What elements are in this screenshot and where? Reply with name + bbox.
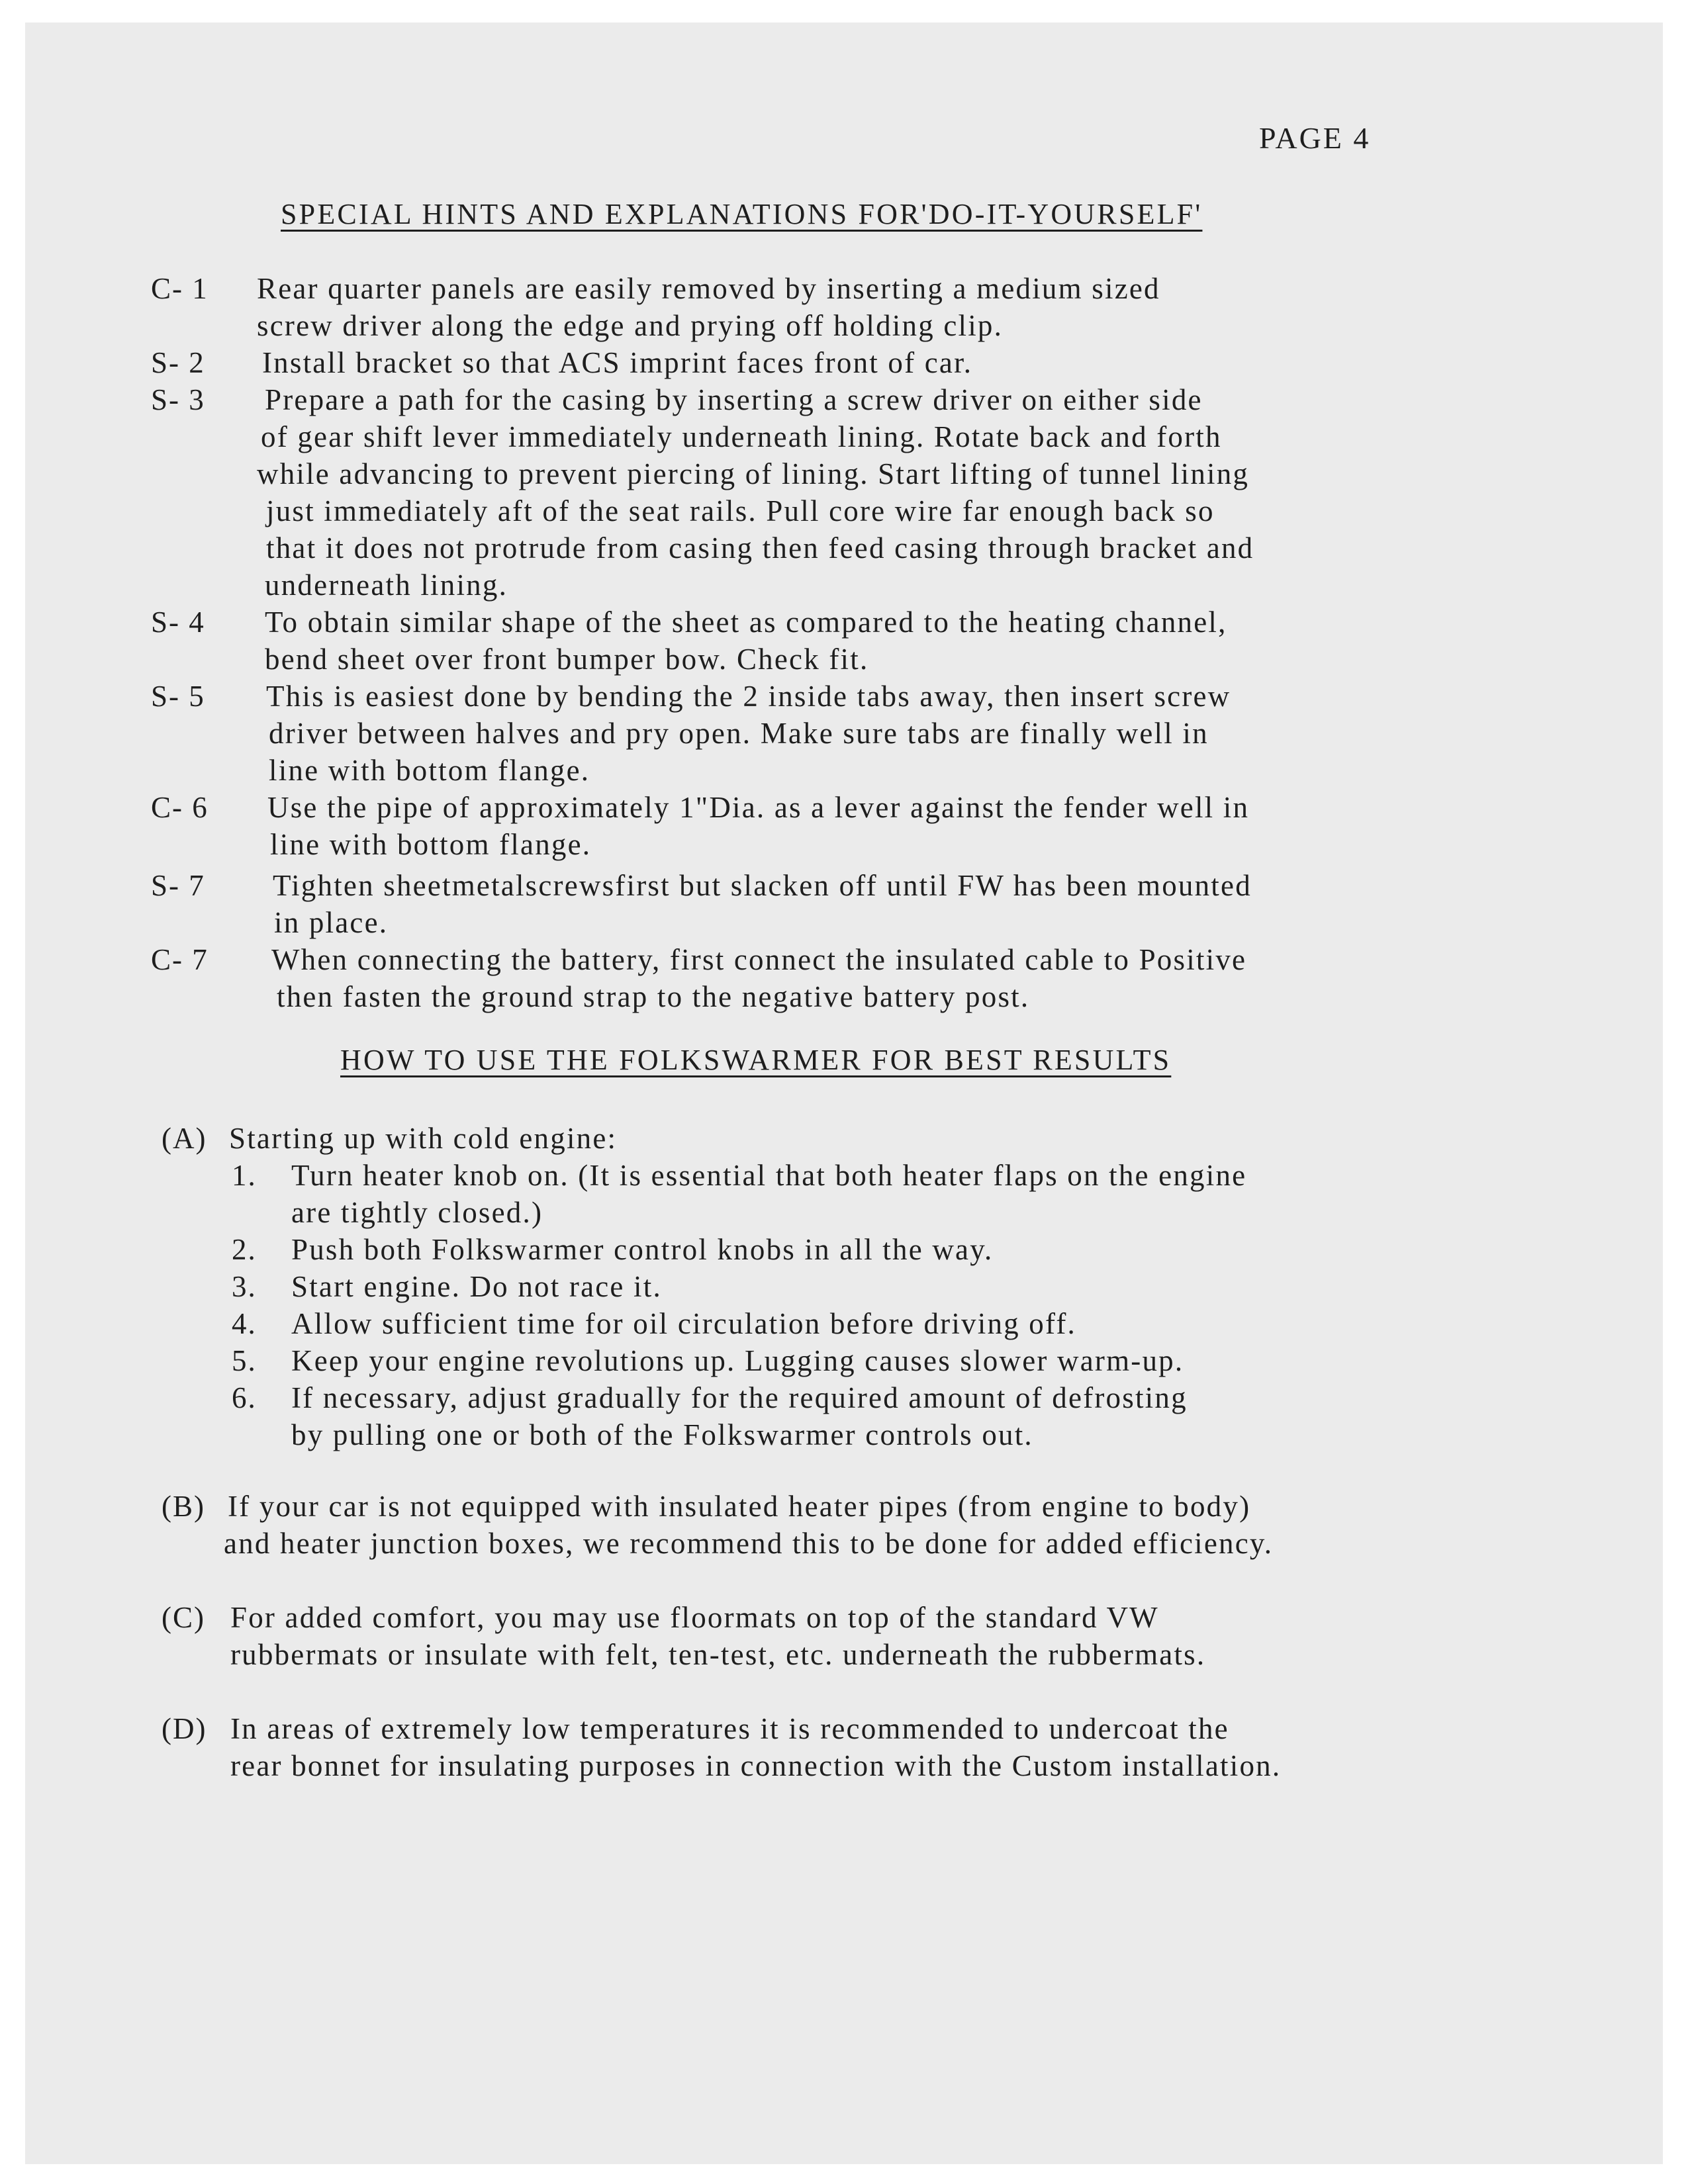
note-text-line: In areas of extremely low temperatures it is recommended to undercoat the — [230, 1712, 1229, 1745]
hint-code: S- 7 — [151, 869, 205, 902]
note-label: (B) — [162, 1490, 205, 1523]
step-number: 4. — [232, 1307, 257, 1340]
hint-text-line: When connecting the battery, first connect the insulated cable to Positive — [271, 943, 1247, 976]
note-text-line: For added comfort, you may use floormats on top of the standard VW — [230, 1601, 1159, 1634]
step-text-line: Push both Folkswarmer control knobs in all the way. — [291, 1233, 994, 1266]
step-text-line: are tightly closed.) — [291, 1196, 543, 1229]
scanned-page — [25, 23, 1663, 2164]
step-number: 5. — [232, 1344, 257, 1377]
hint-code: C- 1 — [151, 272, 209, 305]
hint-text-line: underneath lining. — [265, 569, 508, 602]
step-text-line: Turn heater knob on. (It is essential that both heater flaps on the engine — [291, 1159, 1247, 1192]
hint-text-line: line with bottom flange. — [269, 754, 590, 787]
step-text-line: If necessary, adjust gradually for the required amount of defrosting — [291, 1381, 1188, 1414]
step-text-line: Start engine. Do not race it. — [291, 1270, 662, 1303]
hint-text-line: To obtain similar shape of the sheet as compared to the heating channel, — [265, 606, 1227, 639]
step-text-line: Keep your engine revolutions up. Lugging causes slower warm-up. — [291, 1344, 1184, 1377]
note-label: (C) — [162, 1601, 205, 1634]
note-text-line: If your car is not equipped with insulated heater pipes (from engine to body) — [228, 1490, 1251, 1523]
page-number: PAGE 4 — [1259, 121, 1371, 155]
note-label: (D) — [162, 1712, 207, 1745]
note-text-line: rubbermats or insulate with felt, ten-test, etc. underneath the rubbermats. — [230, 1638, 1206, 1671]
hint-text-line: of gear shift lever immediately underneath lining. Rotate back and forth — [261, 420, 1222, 453]
hint-text-line: just immediately aft of the seat rails. Pull core wire far enough back so — [266, 494, 1215, 527]
step-number: 3. — [232, 1270, 257, 1303]
step-number: 1. — [232, 1159, 257, 1192]
section-intro: Starting up with cold engine: — [229, 1122, 618, 1155]
hint-text-line: Tighten sheetmetalscrewsfirst but slacken off until FW has been mounted — [273, 869, 1252, 902]
usage-heading: HOW TO USE THE FOLKSWARMER FOR BEST RESULTS — [340, 1044, 1172, 1076]
hint-code: S- 2 — [151, 346, 205, 379]
hint-text-line: then fasten the ground strap to the negative battery post. — [277, 980, 1030, 1013]
hint-code: S- 5 — [151, 680, 205, 713]
hint-text-line: This is easiest done by bending the 2 inside tabs away, then insert screw — [266, 680, 1231, 713]
hint-text-line: driver between halves and pry open. Make sure tabs are finally well in — [269, 717, 1209, 750]
hint-text-line: while advancing to prevent piercing of lining. Start lifting of tunnel lining — [257, 457, 1250, 490]
hint-text-line: that it does not protrude from casing then feed casing through bracket and — [266, 531, 1254, 565]
hint-text-line: Install bracket so that ACS imprint faces front of car. — [262, 346, 973, 379]
note-text-line: rear bonnet for insulating purposes in connection with the Custom installation. — [230, 1749, 1282, 1782]
hint-text-line: screw driver along the edge and prying off holding clip. — [257, 309, 1004, 342]
step-text-line: Allow sufficient time for oil circulation before driving off. — [291, 1307, 1077, 1340]
section-label: (A) — [162, 1122, 207, 1155]
hint-text-line: Use the pipe of approximately 1"Dia. as a lever against the fender well in — [267, 791, 1250, 824]
note-text-line: and heater junction boxes, we recommend this to be done for added efficiency. — [224, 1527, 1274, 1560]
hints-heading: SPECIAL HINTS AND EXPLANATIONS FOR'DO-IT-YOURSELF' — [281, 198, 1203, 230]
step-text-line: by pulling one or both of the Folkswarmer controls out. — [291, 1418, 1033, 1451]
hint-code: C- 7 — [151, 943, 209, 976]
hint-text-line: in place. — [274, 906, 389, 939]
step-number: 2. — [232, 1233, 257, 1266]
hint-code: S- 4 — [151, 606, 205, 639]
hint-code: C- 6 — [151, 791, 209, 824]
hint-text-line: line with bottom flange. — [270, 828, 592, 861]
hint-code: S- 3 — [151, 383, 205, 416]
hint-text-line: Rear quarter panels are easily removed by inserting a medium sized — [257, 272, 1160, 305]
hint-text-line: Prepare a path for the casing by inserting a screw driver on either side — [265, 383, 1203, 416]
hint-text-line: bend sheet over front bumper bow. Check fit. — [265, 643, 869, 676]
step-number: 6. — [232, 1381, 257, 1414]
